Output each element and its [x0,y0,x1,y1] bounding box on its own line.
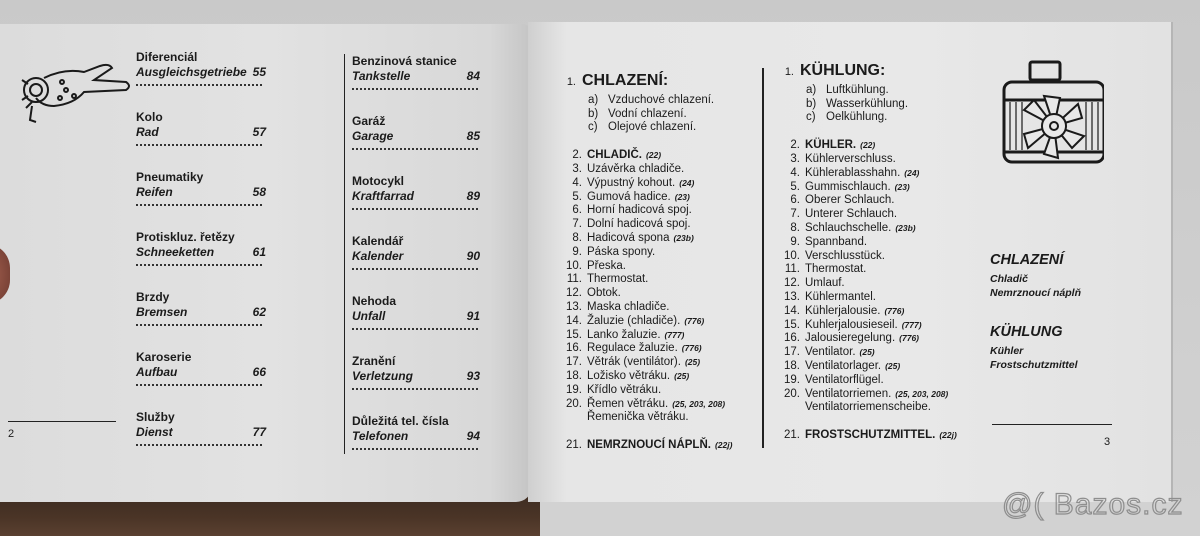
dotted-leader [136,384,262,386]
list-item: 2. CHLADIČ. (22) [572,149,662,162]
list-item: 7. Dolní hadicová spoj. [572,218,691,231]
list-item: 16. Regulace žaluzie. (776) [566,342,702,355]
list-item: 5. Gummischlauch. (23) [790,180,910,193]
list-item: 19. Ventilatorflügel. [784,373,884,386]
toc-entry[interactable]: Brzdy Bremsen 62 [136,290,266,350]
chapter-summary: CHLAZENÍ Chladič Nemrznoucí náplň KÜHLUNG Kühler Frostschutzmittel [990,252,1082,371]
list-item: 16. Jalousieregelung. (776) [784,332,919,345]
toc-entry[interactable]: Garáž Garage 85 [352,114,480,174]
page-number-right: 3 [1104,436,1111,448]
sub-item: b) Wasserkühlung. [806,97,909,110]
list-item: 6. Horní hadicová spoj. [572,204,692,217]
list-item: 3. Uzávěrka chladiče. [572,162,685,175]
toc-column-1 [136,50,266,470]
list-item: 21. NEMRZNOUCÍ NÁPLŇ. (22j) [566,439,733,452]
toc-entry[interactable]: Diferenciál Ausgleichsgetriebe 55 [136,50,266,110]
list-item: 14. Žaluzie (chladiče). (776) [566,314,705,327]
list-item: 20. Ventilatorriemen. (25, 203, 208) [784,387,949,400]
dotted-leader [136,204,262,206]
dotted-leader [352,448,478,450]
list-item: 10. Verschlusstück. [784,249,885,262]
list-item: 13. Maska chladiče. [566,300,670,313]
sub-item: a) Vzduchové chlazení. [588,93,715,106]
list-item: 4. Výpustný kohout. (24) [572,176,695,189]
pointing-hand-icon [14,58,132,128]
toc-entry[interactable]: Služby Dienst 77 [136,410,266,470]
list-item: 8. Schlauchschelle. (23b) [790,221,916,234]
list-item: 21. FROSTSCHUTZMITTEL. (22j) [784,429,957,442]
toc-entry[interactable]: Protiskluz. řetězy Schneeketten 61 [136,230,266,290]
section-heading: 1. CHLAZENÍ: [566,72,669,89]
list-item: 17. Větrák (ventilátor). (25) [566,356,701,369]
list-item: 17. Ventilator. (25) [784,346,875,359]
list-item: 3. Kühlerverschluss. [790,152,896,165]
list-item: 7. Unterer Schlauch. [790,208,898,221]
list-item: 9. Spannband. [790,235,868,248]
toc-entry[interactable]: Kolo Rad 57 [136,110,266,170]
list-item: 15. Kuhlerjalousieseil. (777) [784,318,922,331]
toc-entry[interactable]: Karoserie Aufbau 66 [136,350,266,410]
section-heading: 1. KÜHLUNG: [784,62,886,79]
list-item: 12. Obtok. [566,287,621,300]
dotted-leader [136,144,262,146]
sub-item: c) Oelkühlung. [806,111,888,124]
list-item: 2. KÜHLER. (22) [790,139,876,152]
list-item: 9. Páska spony. [572,245,656,258]
sub-item: b) Vodní chlazení. [588,107,687,120]
toc-entry[interactable]: Motocykl Kraftfarrad 89 [352,174,480,234]
footer-rule [992,424,1112,425]
toc-entry[interactable]: Benzinová stanice Tankstelle 84 [352,54,480,114]
dotted-leader [136,444,262,446]
column-divider [344,54,345,454]
list-item: 11. Thermostat. [784,263,867,276]
watermark: @( Bazos.cz [1002,488,1184,521]
dotted-leader [136,324,262,326]
toc-entry[interactable]: Kalendář Kalender 90 [352,234,480,294]
list-item: 20. Řemen větráku. (25, 203, 208) [566,397,726,410]
czech-parts-list [562,74,762,453]
list-item: 13. Kühlermantel. [784,290,876,303]
list-item: 4. Kühlerablasshahn. (24) [790,166,920,179]
dotted-leader [352,388,478,390]
footer-rule [8,421,116,422]
list-item: 8. Hadicová spona (23b) [572,231,694,244]
toc-column-2 [352,54,480,474]
list-item: 12. Umlauf. [784,277,845,290]
sub-item: a) Luftkühlung. [806,83,889,96]
dotted-leader [136,84,262,86]
dotted-leader [352,148,478,150]
sub-item: c) Olejové chlazení. [588,121,697,134]
dotted-leader [352,268,478,270]
list-item-continuation: Řemenička větráku. [587,411,689,424]
dotted-leader [352,328,478,330]
list-item: 18. Ložisko větráku. (25) [566,369,690,382]
toc-entry[interactable]: Nehoda Unfall 91 [352,294,480,354]
list-item: 19. Křídlo větráku. [566,383,662,396]
thumb [0,244,10,304]
german-parts-list [780,64,970,443]
dotted-leader [352,88,478,90]
list-item: 6. Oberer Schlauch. [790,194,895,207]
list-item: 5. Gumová hadice. (23) [572,190,690,203]
toc-entry[interactable]: Důležitá tel. čísla Telefonen 94 [352,414,480,474]
radiator-fan-icon [1000,60,1104,164]
page-number-left: 2 [8,428,15,440]
toc-entry[interactable]: Zranění Verletzung 93 [352,354,480,414]
list-item-continuation: Ventilatorriemenscheibe. [805,401,931,414]
list-item: 15. Lanko žaluzie. (777) [566,328,685,341]
dotted-leader [352,208,478,210]
toc-entry[interactable]: Pneumatiky Reifen 58 [136,170,266,230]
list-item: 18. Ventilatorlager. (25) [784,359,901,372]
column-divider [762,68,764,448]
list-item: 10. Přeska. [566,259,626,272]
list-item: 11. Thermostat. [566,273,649,286]
list-item: 14. Kühlerjalousie. (776) [784,304,905,317]
dotted-leader [136,264,262,266]
